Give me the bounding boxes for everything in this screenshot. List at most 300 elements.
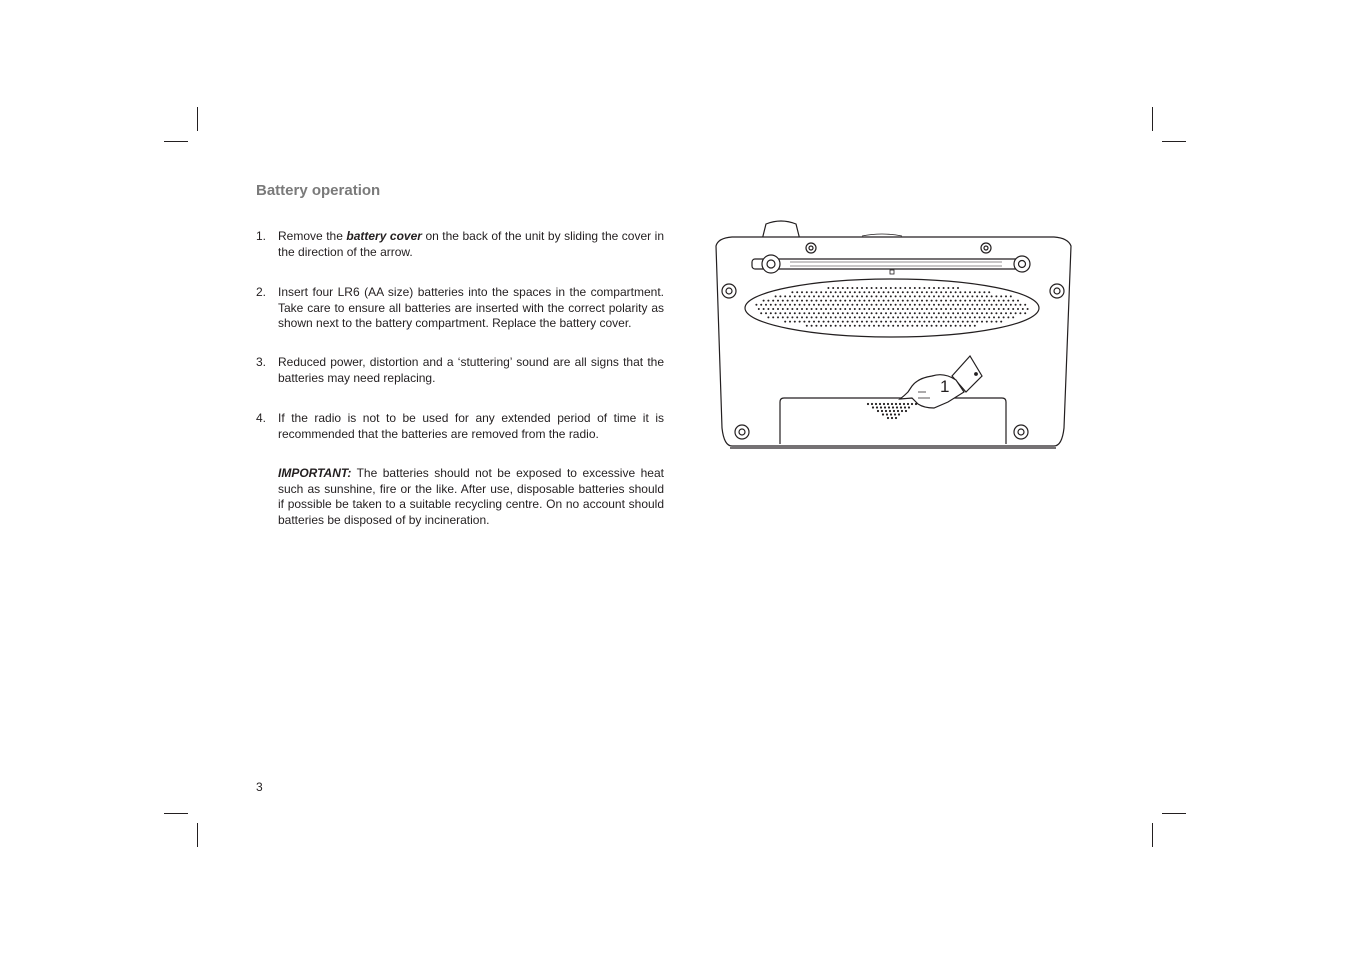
grille-hole [931,300,933,302]
grille-hole [803,295,805,297]
grille-hole [914,295,916,297]
grille-hole [998,300,1000,302]
grille-hole [827,312,829,314]
grille-hole [775,312,777,314]
grille-hole [959,325,961,327]
grille-hole [859,291,861,293]
grille-hole [779,312,781,314]
grille-hole [820,325,822,327]
grille-hole [784,295,786,297]
grille-hole [880,321,882,323]
grip-dot [911,403,913,405]
grille-hole [830,308,832,310]
grille-hole [863,300,865,302]
grille-hole [907,308,909,310]
grille-hole [796,291,798,293]
grille-hole [983,291,985,293]
grille-hole [803,312,805,314]
grille-hole [919,287,921,289]
grille-hole [813,295,815,297]
grille-hole [904,295,906,297]
grille-hole [847,304,849,306]
grille-hole [1024,312,1026,314]
crop-mark [1152,107,1153,131]
grille-hole [791,308,793,310]
grille-hole [866,287,868,289]
grille-hole [914,312,916,314]
step-2 [256,285,664,332]
grille-hole [859,325,861,327]
grille-hole [1010,304,1012,306]
grille-hole [791,316,793,318]
step-4 [256,411,664,442]
grille-hole [861,287,863,289]
grip-dot [899,403,901,405]
grille-hole [873,300,875,302]
grip-dot [871,403,873,405]
grille-hole [952,321,954,323]
grille-hole [883,325,885,327]
grille-hole [1007,300,1009,302]
grille-hole [998,308,1000,310]
grille-hole [844,325,846,327]
grille-hole [947,287,949,289]
grille-hole [931,291,933,293]
grille-hole [935,325,937,327]
grille-hole [875,321,877,323]
grille-hole [911,325,913,327]
grille-hole [959,291,961,293]
grille-hole [897,316,899,318]
grille-hole [907,316,909,318]
grille-hole [1012,316,1014,318]
grille-hole [799,295,801,297]
grille-hole [813,312,815,314]
grille-hole [967,295,969,297]
grip-dot [891,403,893,405]
step-number: 2. [256,285,267,299]
grip-dot [900,406,902,408]
grille-hole [878,300,880,302]
grille-hole [1024,304,1026,306]
grille-hole [880,312,882,314]
grille-hole [938,312,940,314]
grille-hole [890,312,892,314]
grille-hole [815,300,817,302]
grille-hole [976,304,978,306]
grille-hole [871,287,873,289]
grille-hole [815,291,817,293]
grille-hole [885,304,887,306]
grille-hole [849,316,851,318]
important-label: IMPORTANT: [278,466,352,480]
grille-hole [791,300,793,302]
grille-hole [1019,304,1021,306]
grille-hole [839,308,841,310]
grille-hole [789,304,791,306]
important-note [256,466,664,528]
grille-hole [971,321,973,323]
grille-hole [842,312,844,314]
grille-hole [765,312,767,314]
step-text: If the radio is not to be used for any extended period of time it is recommended that the batteries are removed from the radio. [278,411,664,441]
grille-hole [943,312,945,314]
grille-hole [1000,312,1002,314]
grille-hole [875,287,877,289]
grille-hole [945,308,947,310]
grille-hole [854,308,856,310]
grille-hole [902,316,904,318]
grille-hole [1022,308,1024,310]
grille-hole [976,295,978,297]
grille-hole [907,291,909,293]
grille-hole [899,295,901,297]
grille-hole [806,308,808,310]
grille-hole [1017,308,1019,310]
grille-hole [784,304,786,306]
grille-hole [837,312,839,314]
grip-dot [867,403,869,405]
grille-hole [871,295,873,297]
grille-hole [827,321,829,323]
grille-hole [863,325,865,327]
grip-dot [887,403,889,405]
step-text-part: on the back of the unit by sliding the cover in the direction of the arrow. [278,229,664,259]
grille-hole [763,308,765,310]
grille-hole [856,312,858,314]
grille-hole [950,291,952,293]
grille-hole [921,300,923,302]
grille-hole [861,312,863,314]
grille-hole [806,325,808,327]
grille-hole [919,312,921,314]
grille-hole [847,312,849,314]
grille-hole [863,308,865,310]
grille-hole [871,321,873,323]
grille-hole [1015,312,1017,314]
grille-hole [945,325,947,327]
grille-hole [933,287,935,289]
grille-hole [782,308,784,310]
grille-hole [851,321,853,323]
grille-hole [892,308,894,310]
grille-hole [911,308,913,310]
grip-dot [901,410,903,412]
grille-hole [796,300,798,302]
grille-hole [921,316,923,318]
grille-hole [849,291,851,293]
grille-hole [962,312,964,314]
grip-dot [882,413,884,415]
grip-dot [888,406,890,408]
grille-hole [914,287,916,289]
grille-hole [755,304,757,306]
grille-hole [914,304,916,306]
grille-hole [799,312,801,314]
grille-hole [897,325,899,327]
grille-hole [885,295,887,297]
grip-dot [908,406,910,408]
grille-hole [878,316,880,318]
grille-hole [914,321,916,323]
grille-hole [945,316,947,318]
grille-hole [909,295,911,297]
grille-hole [952,287,954,289]
grille-hole [938,287,940,289]
grille-hole [895,304,897,306]
important-text [278,466,664,528]
grille-hole [928,312,930,314]
grille-hole [959,300,961,302]
grille-hole [775,304,777,306]
grille-hole [933,312,935,314]
grille-hole [935,308,937,310]
grille-hole [856,295,858,297]
grille-hole [983,316,985,318]
grille-hole [859,308,861,310]
grille-hole [760,304,762,306]
grille-hole [995,312,997,314]
grille-hole [844,316,846,318]
grille-hole [923,295,925,297]
grille-hole [796,308,798,310]
grille-hole [763,300,765,302]
grille-hole [916,291,918,293]
grille-hole [981,321,983,323]
grille-hole [902,325,904,327]
grille-hole [859,300,861,302]
grille-hole [835,300,837,302]
grille-hole [947,312,949,314]
grille-hole [904,304,906,306]
grille-hole [808,295,810,297]
grille-hole [818,295,820,297]
grille-hole [830,300,832,302]
grille-hole [993,308,995,310]
grille-hole [765,304,767,306]
grille-hole [772,300,774,302]
page-title: Battery operation [256,182,381,199]
grille-hole [863,291,865,293]
grille-hole [887,300,889,302]
grille-hole [940,308,942,310]
grille-hole [907,300,909,302]
grille-hole [825,291,827,293]
grille-hole [890,321,892,323]
grille-hole [851,287,853,289]
grille-hole [1010,295,1012,297]
grille-hole [825,316,827,318]
grille-hole [991,304,993,306]
grille-hole [945,300,947,302]
crop-mark [197,107,198,131]
grille-hole [777,308,779,310]
grille-hole [926,325,928,327]
grille-hole [856,321,858,323]
grille-hole [943,295,945,297]
grille-hole [854,291,856,293]
grille-hole [1015,304,1017,306]
grille-hole [811,308,813,310]
grille-hole [887,308,889,310]
grille-hole [1027,308,1029,310]
grille-hole [878,308,880,310]
grille-hole [892,291,894,293]
grille-hole [923,312,925,314]
step-text: Insert four LR6 (AA size) batteries into the spaces in the compartment. Take care to ensure all batteries are inserted with the correct polarity as shown next to the battery compartment. Replace the battery cover. [278,285,664,330]
grille-hole [777,300,779,302]
grille-hole [940,316,942,318]
grille-hole [801,316,803,318]
grille-hole [909,287,911,289]
grille-hole [787,300,789,302]
grille-hole [991,312,993,314]
grille-hole [820,308,822,310]
grip-dot [898,413,900,415]
grille-hole [808,321,810,323]
grille-hole [959,316,961,318]
grille-hole [938,295,940,297]
grille-hole [770,312,772,314]
grille-hole [794,312,796,314]
grille-hole [955,291,957,293]
grip-dot [875,403,877,405]
grille-hole [931,308,933,310]
grille-hole [928,287,930,289]
step-number: 3. [256,355,267,369]
grille-hole [950,300,952,302]
grille-hole [926,291,928,293]
grille-hole [789,295,791,297]
grille-hole [890,287,892,289]
grille-hole [827,287,829,289]
grille-hole [847,287,849,289]
grille-hole [844,300,846,302]
grille-hole [866,295,868,297]
grille-hole [952,312,954,314]
grille-hole [806,300,808,302]
grille-hole [789,321,791,323]
grille-hole [772,316,774,318]
grille-hole [758,308,760,310]
grille-hole [947,321,949,323]
grille-hole [791,291,793,293]
grille-hole [847,295,849,297]
grille-hole [837,287,839,289]
grille-hole [861,304,863,306]
grille-hole [1019,312,1021,314]
grille-hole [839,316,841,318]
grille-hole [979,316,981,318]
grille-hole [993,316,995,318]
grille-hole [964,325,966,327]
grille-hole [806,316,808,318]
grille-hole [779,295,781,297]
crop-mark [1162,813,1186,814]
grille-hole [779,304,781,306]
grip-dot [897,410,899,412]
grille-hole [794,304,796,306]
grille-hole [971,312,973,314]
grille-hole [995,295,997,297]
battery-cover-emphasis: battery cover [346,229,422,243]
grip-dot [880,406,882,408]
grille-hole [873,316,875,318]
grille-hole [986,304,988,306]
grille-hole [1012,308,1014,310]
grille-hole [1003,316,1005,318]
grip-dot [907,403,909,405]
grille-hole [923,321,925,323]
step-1 [256,229,664,260]
step-number: 4. [256,411,267,425]
grille-hole [962,304,964,306]
step-text [278,229,664,260]
grille-hole [835,316,837,318]
grille-hole [820,316,822,318]
grille-hole [964,316,966,318]
grille-hole [897,300,899,302]
grille-hole [811,316,813,318]
grille-hole [875,312,877,314]
grip-dot [883,403,885,405]
grille-hole [844,291,846,293]
grille-hole [916,308,918,310]
grille-hole [921,325,923,327]
grille-hole [890,304,892,306]
grille-hole [976,321,978,323]
grille-hole [988,316,990,318]
grille-hole [919,295,921,297]
grille-hole [832,321,834,323]
grille-hole [1007,308,1009,310]
grille-hole [969,300,971,302]
grille-hole [902,300,904,302]
grille-hole [933,295,935,297]
grille-hole [854,325,856,327]
grille-hole [921,291,923,293]
grille-hole [868,291,870,293]
grille-hole [919,304,921,306]
grille-hole [830,291,832,293]
grille-hole [799,304,801,306]
grille-hole [823,304,825,306]
grille-hole [926,316,928,318]
grille-hole [938,304,940,306]
grille-hole [933,321,935,323]
grille-hole [835,308,837,310]
grip-dot [885,410,887,412]
grille-hole [964,308,966,310]
grille-hole [993,300,995,302]
grille-hole [1005,312,1007,314]
grille-hole [904,312,906,314]
grip-dot [879,403,881,405]
grille-hole [868,308,870,310]
grille-hole [851,304,853,306]
grille-hole [856,304,858,306]
grille-hole [825,325,827,327]
grille-hole [866,312,868,314]
radio-back-illustration [712,216,1074,452]
grille-hole [871,304,873,306]
grille-hole [825,308,827,310]
grille-hole [849,300,851,302]
grille-hole [969,316,971,318]
grille-hole [825,300,827,302]
grille-hole [974,325,976,327]
grille-hole [986,312,988,314]
